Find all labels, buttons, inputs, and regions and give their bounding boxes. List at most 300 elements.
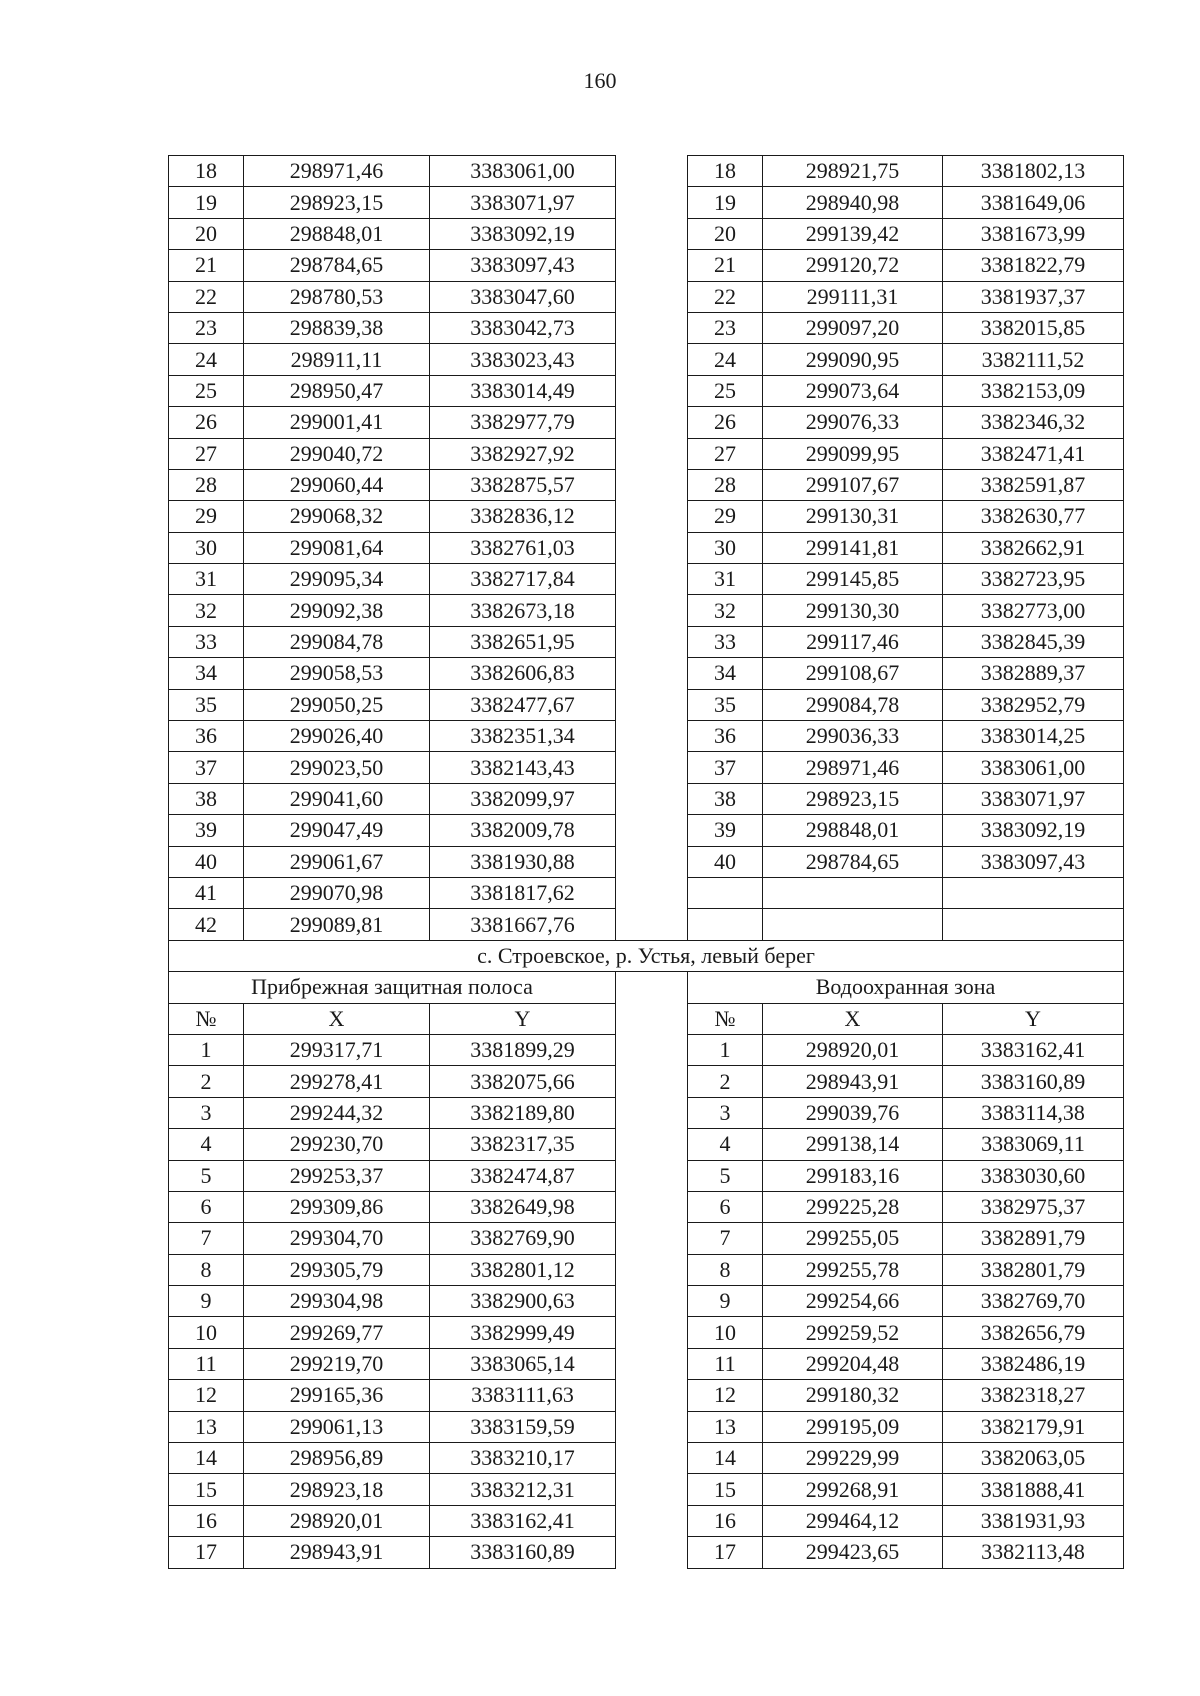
gap-cell	[616, 532, 688, 563]
table-row	[169, 1160, 1124, 1191]
right-point-number: 25	[688, 375, 763, 406]
right-y-coordinate	[943, 909, 1124, 940]
table-row	[169, 187, 1124, 218]
right-x-coordinate: 299464,12	[763, 1505, 943, 1536]
gap-cell	[616, 375, 688, 406]
right-point-number: 35	[688, 689, 763, 720]
left-point-number: 36	[169, 721, 244, 752]
right-y-coordinate: 3382801,79	[943, 1254, 1124, 1285]
right-point-number: 18	[688, 156, 763, 187]
gap-cell	[616, 595, 688, 626]
right-x-coordinate: 299204,48	[763, 1348, 943, 1379]
left-x-coordinate: 299253,37	[244, 1160, 430, 1191]
left-y-coordinate: 3383111,63	[430, 1380, 616, 1411]
right-point-number: 36	[688, 721, 763, 752]
left-y-coordinate: 3383097,43	[430, 250, 616, 281]
left-point-number: 3	[169, 1097, 244, 1128]
left-y-coordinate: 3381930,88	[430, 846, 616, 877]
left-x-coordinate: 298923,15	[244, 187, 430, 218]
left-y-coordinate: 3382977,79	[430, 407, 616, 438]
right-y-coordinate: 3381802,13	[943, 156, 1124, 187]
left-point-number: 28	[169, 469, 244, 500]
right-y-coordinate: 3382773,00	[943, 595, 1124, 626]
left-y-coordinate: 3383061,00	[430, 156, 616, 187]
section-title: с. Строевское, р. Устья, левый берег	[169, 940, 1124, 971]
right-x-coordinate: 298784,65	[763, 846, 943, 877]
right-y-coordinate: 3382591,87	[943, 469, 1124, 500]
gap-cell	[616, 1317, 688, 1348]
table-row	[169, 595, 1124, 626]
right-y-coordinate: 3381937,37	[943, 281, 1124, 312]
gap-cell	[616, 1191, 688, 1222]
left-y-coordinate: 3383210,17	[430, 1443, 616, 1474]
right-point-number: 19	[688, 187, 763, 218]
left-y-coordinate: 3382651,95	[430, 626, 616, 657]
left-x-coordinate: 299304,98	[244, 1286, 430, 1317]
left-point-number: 6	[169, 1191, 244, 1222]
left-point-number: 5	[169, 1160, 244, 1191]
right-y-coordinate: 3382723,95	[943, 564, 1124, 595]
right-y-coordinate: 3382952,79	[943, 689, 1124, 720]
left-point-number: 10	[169, 1317, 244, 1348]
section-rows	[169, 1034, 1124, 1568]
left-x-coordinate: 298780,53	[244, 281, 430, 312]
left-x-coordinate: 299047,49	[244, 815, 430, 846]
left-y-coordinate: 3382099,97	[430, 783, 616, 814]
left-x-coordinate: 299305,79	[244, 1254, 430, 1285]
right-y-coordinate: 3383071,97	[943, 783, 1124, 814]
right-y-coordinate: 3383030,60	[943, 1160, 1124, 1191]
left-x-coordinate: 299026,40	[244, 721, 430, 752]
left-y-coordinate: 3382351,34	[430, 721, 616, 752]
table-row	[169, 312, 1124, 343]
table-row	[169, 1191, 1124, 1222]
left-point-number: 8	[169, 1254, 244, 1285]
right-point-number: 20	[688, 218, 763, 249]
right-x-coordinate	[763, 877, 943, 908]
right-y-coordinate: 3382063,05	[943, 1443, 1124, 1474]
gap-cell	[616, 501, 688, 532]
left-y-coordinate: 3382649,98	[430, 1191, 616, 1222]
left-y-coordinate: 3382836,12	[430, 501, 616, 532]
right-x-coordinate	[763, 909, 943, 940]
left-point-number: 19	[169, 187, 244, 218]
left-point-number: 16	[169, 1505, 244, 1536]
right-x-coordinate: 299255,05	[763, 1223, 943, 1254]
left-x-coordinate: 299084,78	[244, 626, 430, 657]
right-point-number: 24	[688, 344, 763, 375]
left-y-coordinate: 3382673,18	[430, 595, 616, 626]
right-header-x: X	[763, 1003, 943, 1034]
table-row	[169, 752, 1124, 783]
right-point-number: 3	[688, 1097, 763, 1128]
table-row	[169, 815, 1124, 846]
right-point-number	[688, 877, 763, 908]
left-y-coordinate: 3383159,59	[430, 1411, 616, 1442]
right-y-coordinate: 3382113,48	[943, 1537, 1124, 1568]
right-x-coordinate: 299195,09	[763, 1411, 943, 1442]
gap-cell	[616, 1380, 688, 1411]
right-point-number: 30	[688, 532, 763, 563]
right-y-coordinate: 3381822,79	[943, 250, 1124, 281]
right-y-coordinate: 3381673,99	[943, 218, 1124, 249]
right-y-coordinate: 3382889,37	[943, 658, 1124, 689]
left-point-number: 4	[169, 1129, 244, 1160]
right-point-number: 37	[688, 752, 763, 783]
right-point-number: 16	[688, 1505, 763, 1536]
left-y-coordinate: 3383042,73	[430, 312, 616, 343]
table-row	[169, 1254, 1124, 1285]
left-x-coordinate: 298839,38	[244, 312, 430, 343]
left-point-number: 1	[169, 1034, 244, 1065]
left-y-coordinate: 3383023,43	[430, 344, 616, 375]
gap-cell	[616, 721, 688, 752]
right-x-coordinate: 299183,16	[763, 1160, 943, 1191]
gap-cell	[616, 815, 688, 846]
gap-cell	[616, 250, 688, 281]
gap-cell	[616, 1160, 688, 1191]
right-x-coordinate: 299111,31	[763, 281, 943, 312]
left-point-number: 32	[169, 595, 244, 626]
left-x-coordinate: 299061,13	[244, 1411, 430, 1442]
right-point-number: 34	[688, 658, 763, 689]
gap-cell	[616, 1537, 688, 1568]
right-point-number: 13	[688, 1411, 763, 1442]
right-point-number: 17	[688, 1537, 763, 1568]
right-x-coordinate: 299255,78	[763, 1254, 943, 1285]
right-y-coordinate: 3383092,19	[943, 815, 1124, 846]
right-y-coordinate: 3382845,39	[943, 626, 1124, 657]
gap-cell	[616, 877, 688, 908]
table-row	[169, 1474, 1124, 1505]
left-y-coordinate: 3382900,63	[430, 1286, 616, 1317]
left-x-coordinate: 299061,67	[244, 846, 430, 877]
right-y-coordinate: 3382630,77	[943, 501, 1124, 532]
left-x-coordinate: 298911,11	[244, 344, 430, 375]
left-y-coordinate: 3382801,12	[430, 1254, 616, 1285]
left-point-number: 34	[169, 658, 244, 689]
right-x-coordinate: 298923,15	[763, 783, 943, 814]
table-row	[169, 783, 1124, 814]
right-point-number: 33	[688, 626, 763, 657]
left-x-coordinate: 298950,47	[244, 375, 430, 406]
right-point-number: 15	[688, 1474, 763, 1505]
left-y-coordinate: 3382875,57	[430, 469, 616, 500]
left-y-coordinate: 3382606,83	[430, 658, 616, 689]
table-row	[169, 501, 1124, 532]
left-point-number: 12	[169, 1380, 244, 1411]
table-row	[169, 344, 1124, 375]
left-x-coordinate: 299089,81	[244, 909, 430, 940]
right-point-number: 2	[688, 1066, 763, 1097]
right-point-number: 28	[688, 469, 763, 500]
left-x-coordinate: 299095,34	[244, 564, 430, 595]
right-x-coordinate: 299090,95	[763, 344, 943, 375]
right-y-coordinate: 3382769,70	[943, 1286, 1124, 1317]
right-y-coordinate: 3383061,00	[943, 752, 1124, 783]
right-point-number: 11	[688, 1348, 763, 1379]
left-x-coordinate: 299278,41	[244, 1066, 430, 1097]
right-point-number: 31	[688, 564, 763, 595]
left-x-coordinate: 299070,98	[244, 877, 430, 908]
table-row	[169, 721, 1124, 752]
gap-cell	[616, 1003, 688, 1034]
left-x-coordinate: 299219,70	[244, 1348, 430, 1379]
right-x-coordinate: 298943,91	[763, 1066, 943, 1097]
left-y-coordinate: 3383014,49	[430, 375, 616, 406]
left-point-number: 38	[169, 783, 244, 814]
gap-cell	[616, 783, 688, 814]
left-point-number: 7	[169, 1223, 244, 1254]
right-y-coordinate: 3383069,11	[943, 1129, 1124, 1160]
table-row	[169, 1097, 1124, 1128]
left-x-coordinate: 299230,70	[244, 1129, 430, 1160]
gap-cell	[616, 1034, 688, 1065]
right-x-coordinate: 299039,76	[763, 1097, 943, 1128]
left-y-coordinate: 3383160,89	[430, 1537, 616, 1568]
right-point-number: 5	[688, 1160, 763, 1191]
left-x-coordinate: 299244,32	[244, 1097, 430, 1128]
right-y-coordinate: 3382891,79	[943, 1223, 1124, 1254]
table-row	[169, 438, 1124, 469]
table-row	[169, 250, 1124, 281]
table-row	[169, 1223, 1124, 1254]
left-y-coordinate: 3383065,14	[430, 1348, 616, 1379]
right-point-number: 39	[688, 815, 763, 846]
gap-cell	[616, 156, 688, 187]
table-row	[169, 1411, 1124, 1442]
right-y-coordinate: 3383162,41	[943, 1034, 1124, 1065]
left-x-coordinate: 299081,64	[244, 532, 430, 563]
right-y-coordinate: 3382662,91	[943, 532, 1124, 563]
right-y-coordinate: 3383114,38	[943, 1097, 1124, 1128]
left-point-number: 24	[169, 344, 244, 375]
left-x-coordinate: 298920,01	[244, 1505, 430, 1536]
left-x-coordinate: 299165,36	[244, 1380, 430, 1411]
gap-cell	[616, 1443, 688, 1474]
left-point-number: 41	[169, 877, 244, 908]
right-x-coordinate: 299073,64	[763, 375, 943, 406]
left-x-coordinate: 298971,46	[244, 156, 430, 187]
gap-cell	[616, 689, 688, 720]
table-row	[169, 658, 1124, 689]
gap-cell	[616, 1505, 688, 1536]
gap-cell	[616, 1223, 688, 1254]
left-y-coordinate: 3382189,80	[430, 1097, 616, 1128]
continuation-rows	[169, 156, 1124, 941]
left-point-number: 23	[169, 312, 244, 343]
left-y-coordinate: 3382761,03	[430, 532, 616, 563]
right-x-coordinate: 299108,67	[763, 658, 943, 689]
left-x-coordinate: 299317,71	[244, 1034, 430, 1065]
table-row	[169, 156, 1124, 187]
left-x-coordinate: 298956,89	[244, 1443, 430, 1474]
right-point-number: 1	[688, 1034, 763, 1065]
left-table-heading: Прибрежная защитная полоса	[169, 972, 616, 1003]
left-x-coordinate: 298923,18	[244, 1474, 430, 1505]
left-point-number: 15	[169, 1474, 244, 1505]
right-point-number: 32	[688, 595, 763, 626]
table-row	[169, 469, 1124, 500]
table-row	[169, 218, 1124, 249]
left-header-no: №	[169, 1003, 244, 1034]
gap-cell	[616, 658, 688, 689]
left-point-number: 18	[169, 156, 244, 187]
table-row	[169, 909, 1124, 940]
right-point-number: 14	[688, 1443, 763, 1474]
gap-cell	[616, 972, 688, 1003]
left-x-coordinate: 299068,32	[244, 501, 430, 532]
table-row	[169, 1348, 1124, 1379]
gap-cell	[616, 1097, 688, 1128]
right-x-coordinate: 299145,85	[763, 564, 943, 595]
table-row	[169, 877, 1124, 908]
right-y-coordinate: 3382346,32	[943, 407, 1124, 438]
gap-cell	[616, 626, 688, 657]
right-x-coordinate: 299120,72	[763, 250, 943, 281]
left-point-number: 31	[169, 564, 244, 595]
right-x-coordinate: 299139,42	[763, 218, 943, 249]
left-y-coordinate: 3382474,87	[430, 1160, 616, 1191]
right-x-coordinate: 298940,98	[763, 187, 943, 218]
left-y-coordinate: 3382999,49	[430, 1317, 616, 1348]
left-y-coordinate: 3382717,84	[430, 564, 616, 595]
left-y-coordinate: 3383071,97	[430, 187, 616, 218]
left-y-coordinate: 3381899,29	[430, 1034, 616, 1065]
right-y-coordinate: 3382656,79	[943, 1317, 1124, 1348]
right-x-coordinate: 299084,78	[763, 689, 943, 720]
left-point-number: 2	[169, 1066, 244, 1097]
gap-cell	[616, 1411, 688, 1442]
left-y-coordinate: 3382477,67	[430, 689, 616, 720]
right-point-number: 23	[688, 312, 763, 343]
right-y-coordinate: 3383014,25	[943, 721, 1124, 752]
right-y-coordinate: 3381649,06	[943, 187, 1124, 218]
right-y-coordinate: 3382153,09	[943, 375, 1124, 406]
right-point-number: 9	[688, 1286, 763, 1317]
left-point-number: 22	[169, 281, 244, 312]
right-y-coordinate	[943, 877, 1124, 908]
left-x-coordinate: 299001,41	[244, 407, 430, 438]
right-x-coordinate: 299036,33	[763, 721, 943, 752]
left-point-number: 42	[169, 909, 244, 940]
left-point-number: 13	[169, 1411, 244, 1442]
right-x-coordinate: 299130,31	[763, 501, 943, 532]
right-x-coordinate: 298920,01	[763, 1034, 943, 1065]
table-row	[169, 1066, 1124, 1097]
table-row	[169, 375, 1124, 406]
page-number: 160	[583, 68, 617, 93]
gap-cell	[616, 281, 688, 312]
left-point-number: 14	[169, 1443, 244, 1474]
right-point-number: 38	[688, 783, 763, 814]
right-point-number: 10	[688, 1317, 763, 1348]
table-row	[169, 846, 1124, 877]
right-point-number: 6	[688, 1191, 763, 1222]
right-y-coordinate: 3382471,41	[943, 438, 1124, 469]
right-y-coordinate: 3383160,89	[943, 1066, 1124, 1097]
left-y-coordinate: 3381817,62	[430, 877, 616, 908]
left-y-coordinate: 3382317,35	[430, 1129, 616, 1160]
left-header-x: X	[244, 1003, 430, 1034]
right-y-coordinate: 3382975,37	[943, 1191, 1124, 1222]
left-y-coordinate: 3383092,19	[430, 218, 616, 249]
left-point-number: 17	[169, 1537, 244, 1568]
right-x-coordinate: 299141,81	[763, 532, 943, 563]
right-header-no: №	[688, 1003, 763, 1034]
left-point-number: 27	[169, 438, 244, 469]
left-y-coordinate: 3381667,76	[430, 909, 616, 940]
table-row	[169, 1129, 1124, 1160]
left-x-coordinate: 299058,53	[244, 658, 430, 689]
table-row	[169, 689, 1124, 720]
right-y-coordinate: 3382015,85	[943, 312, 1124, 343]
right-x-coordinate: 299107,67	[763, 469, 943, 500]
gap-cell	[616, 909, 688, 940]
table-row	[169, 1286, 1124, 1317]
gap-cell	[616, 1286, 688, 1317]
left-x-coordinate: 299309,86	[244, 1191, 430, 1222]
gap-cell	[616, 1474, 688, 1505]
left-y-coordinate: 3382143,43	[430, 752, 616, 783]
gap-cell	[616, 469, 688, 500]
right-point-number: 22	[688, 281, 763, 312]
left-point-number: 37	[169, 752, 244, 783]
left-point-number: 25	[169, 375, 244, 406]
right-x-coordinate: 299254,66	[763, 1286, 943, 1317]
right-y-coordinate: 3381888,41	[943, 1474, 1124, 1505]
table-row	[169, 281, 1124, 312]
left-header-y: Y	[430, 1003, 616, 1034]
gap-cell	[616, 1254, 688, 1285]
left-x-coordinate: 299040,72	[244, 438, 430, 469]
right-point-number: 8	[688, 1254, 763, 1285]
table-row	[169, 1443, 1124, 1474]
right-x-coordinate: 299130,30	[763, 595, 943, 626]
left-point-number: 26	[169, 407, 244, 438]
left-point-number: 20	[169, 218, 244, 249]
right-point-number: 21	[688, 250, 763, 281]
right-y-coordinate: 3382179,91	[943, 1411, 1124, 1442]
right-x-coordinate: 299180,32	[763, 1380, 943, 1411]
left-y-coordinate: 3383047,60	[430, 281, 616, 312]
left-x-coordinate: 299050,25	[244, 689, 430, 720]
right-point-number	[688, 909, 763, 940]
left-point-number: 29	[169, 501, 244, 532]
right-x-coordinate: 298848,01	[763, 815, 943, 846]
left-x-coordinate: 298943,91	[244, 1537, 430, 1568]
left-point-number: 21	[169, 250, 244, 281]
left-x-coordinate: 298848,01	[244, 218, 430, 249]
right-x-coordinate: 299138,14	[763, 1129, 943, 1160]
table-row	[169, 1317, 1124, 1348]
left-y-coordinate: 3382075,66	[430, 1066, 616, 1097]
table-row	[169, 1380, 1124, 1411]
left-y-coordinate: 3382009,78	[430, 815, 616, 846]
gap-cell	[616, 1066, 688, 1097]
right-point-number: 12	[688, 1380, 763, 1411]
left-point-number: 33	[169, 626, 244, 657]
left-x-coordinate: 299269,77	[244, 1317, 430, 1348]
gap-cell	[616, 564, 688, 595]
table-row	[169, 626, 1124, 657]
gap-cell	[616, 312, 688, 343]
table-row	[169, 532, 1124, 563]
right-point-number: 40	[688, 846, 763, 877]
right-x-coordinate: 299117,46	[763, 626, 943, 657]
gap-cell	[616, 344, 688, 375]
right-y-coordinate: 3382318,27	[943, 1380, 1124, 1411]
